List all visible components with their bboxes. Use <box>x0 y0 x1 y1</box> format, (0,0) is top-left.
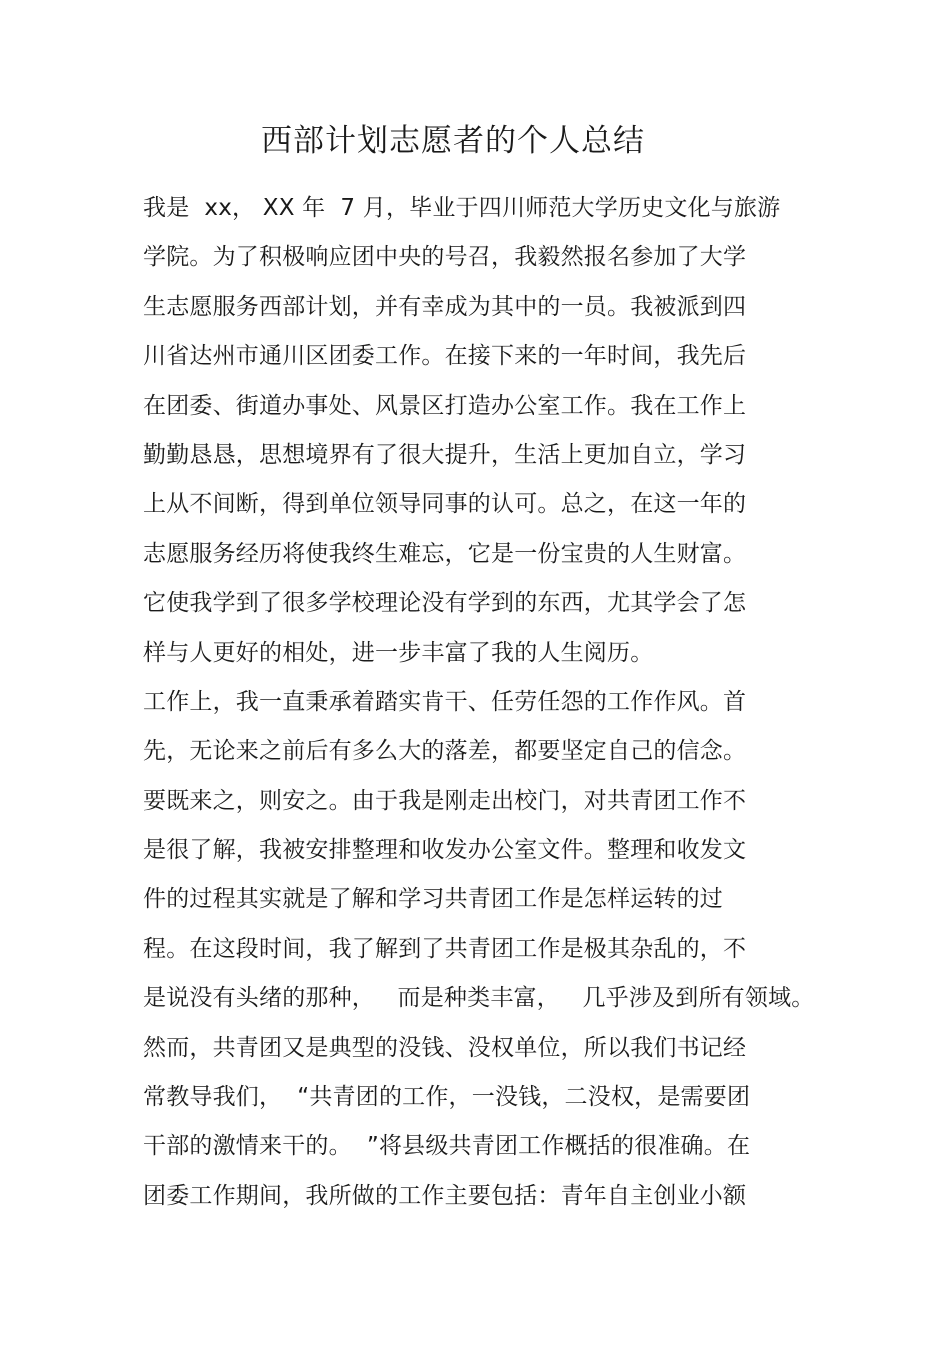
body-line: 上从不间断，得到单位领导同事的认可。总之，在这一年的 <box>143 491 747 518</box>
body-line: 工作上，我一直秉承着踏实肯干、任劳任怨的工作作风。首 <box>143 688 747 715</box>
body-line: 我是 xx， XX 年 7 月，毕业于四川师范大学历史文化与旅游 <box>143 195 781 221</box>
document-body <box>143 188 823 1225</box>
body-line: 先，无论来之前后有多么大的落差，都要坚定自己的信念。 <box>143 738 747 765</box>
body-line: 川省达州市通川区团委工作。在接下来的一年时间，我先后 <box>143 343 747 370</box>
body-line: 在团委、街道办事处、风景区打造办公室工作。我在工作上 <box>143 392 747 419</box>
body-line: 是说没有头绪的那种， 而是种类丰富， 几乎涉及到所有领域。 <box>143 985 815 1012</box>
body-line: 学院。为了积极响应团中央的号召，我毅然报名参加了大学 <box>143 244 747 271</box>
body-line: 常教导我们， “共青团的工作，一没钱，二没权，是需要团 <box>143 1084 751 1111</box>
body-line: 团委工作期间，我所做的工作主要包括：青年自主创业小额 <box>143 1182 747 1209</box>
body-line: 程。在这段时间，我了解到了共青团工作是极其杂乱的，不 <box>143 935 747 962</box>
body-line: 干部的激情来干的。 ”将县级共青团工作概括的很准确。在 <box>143 1133 751 1160</box>
body-line: 志愿服务经历将使我终生难忘，它是一份宝贵的人生财富。 <box>143 540 747 567</box>
body-line: 样与人更好的相处，进一步丰富了我的人生阅历。 <box>143 639 654 666</box>
body-line: 生志愿服务西部计划，并有幸成为其中的一员。我被派到四 <box>143 293 747 320</box>
body-line: 勤勤恳恳，思想境界有了很大提升，生活上更加自立，学习 <box>143 441 747 468</box>
body-line: 它使我学到了很多学校理论没有学到的东西，尤其学会了怎 <box>143 590 747 617</box>
body-line: 要既来之，则安之。由于我是刚走出校门，对共青团工作不 <box>143 787 747 814</box>
document-title: 西部计划志愿者的个人总结 <box>261 123 645 159</box>
body-line: 然而，共青团又是典型的没钱、没权单位，所以我们书记经 <box>143 1034 747 1061</box>
body-line: 是很了解，我被安排整理和收发办公室文件。整理和收发文 <box>143 837 747 864</box>
body-line: 件的过程其实就是了解和学习共青团工作是怎样运转的过 <box>143 886 723 913</box>
